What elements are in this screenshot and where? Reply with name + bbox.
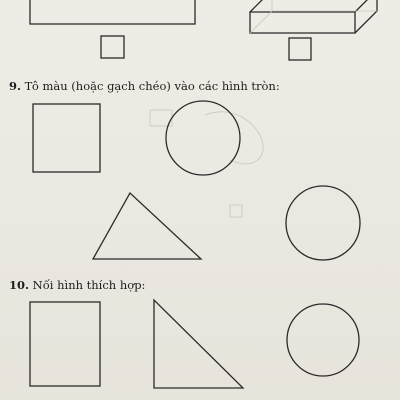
question-text: Nối hình thích hợp: [32,278,146,292]
circle-shape [166,101,240,175]
square-shape [30,302,100,386]
question-number: 9. [9,79,22,93]
question-10 [9,278,145,292]
circle-shape [286,186,360,260]
rectangle-shape [30,0,195,24]
small-square-shape [101,36,124,58]
question-text: Tô màu (hoặc gạch chéo) vào các hình tròn: [24,79,280,93]
triangle-shape [93,193,201,259]
question-9 [9,79,280,93]
right-triangle-shape [154,300,243,388]
question-number: 10. [9,278,30,292]
square-shape [33,104,100,172]
circle-shape [287,304,359,376]
rectangular-prism-shape [250,0,377,33]
small-square-shape [289,38,311,60]
bleed-through-marks [150,110,263,217]
